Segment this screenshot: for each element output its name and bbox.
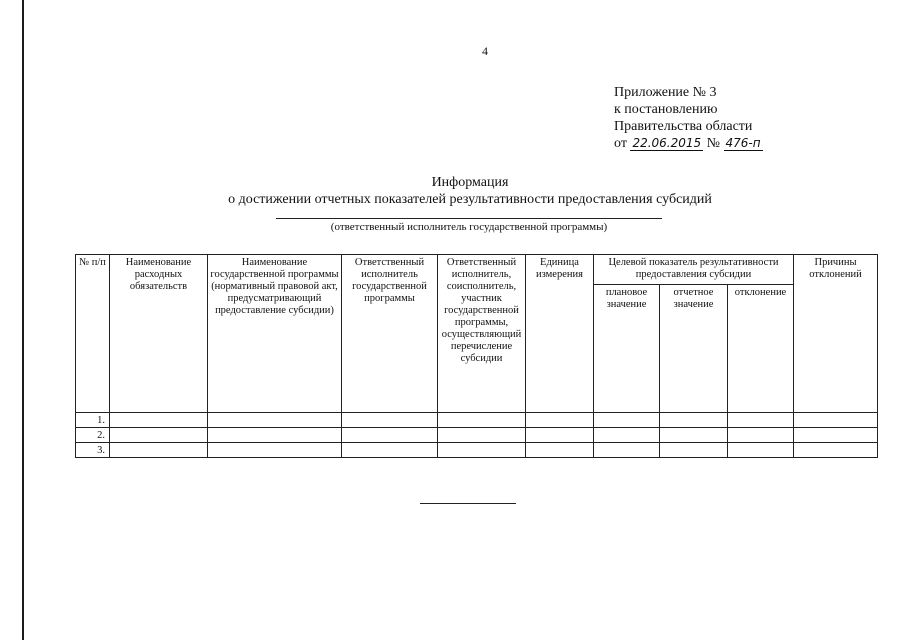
- executor-caption: (ответственный исполнитель государственной программы): [330, 221, 608, 233]
- table-cell: [342, 413, 438, 428]
- report-table: [75, 254, 878, 458]
- table-cell: [438, 428, 526, 443]
- table-row: [76, 443, 878, 458]
- page-number: 4: [482, 44, 488, 58]
- table-cell: [526, 428, 594, 443]
- table-cell: [342, 443, 438, 458]
- table-cell: [794, 443, 878, 458]
- table-cell: [208, 413, 342, 428]
- header-unit: Единица измерения: [526, 255, 594, 413]
- header-program-name: Наименование государственной программы (нормативный правовой акт, предусматривающий предоставление субсидии): [208, 255, 342, 413]
- table-cell: [660, 428, 728, 443]
- header-co-executor: Ответственный исполнитель, соисполнитель, участник государственной программы, осуществляющий перечисление субсидии: [438, 255, 526, 413]
- table-row: [76, 428, 878, 443]
- table-cell: [728, 413, 794, 428]
- header-actual-value: отчетное значение: [660, 285, 728, 413]
- handwritten-number: 476-п: [725, 136, 761, 150]
- table-cell: [728, 443, 794, 458]
- header-deviation-reasons: Причины отклонений: [794, 255, 878, 413]
- scan-edge-line: [22, 0, 24, 640]
- appendix-date-line: [614, 135, 763, 152]
- title-line-2: о достижении отчетных показателей результативности предоставления субсидий: [228, 192, 712, 207]
- table-cell: [526, 413, 594, 428]
- header-num: № п/п: [76, 255, 110, 413]
- table-cell: [594, 443, 660, 458]
- document-title: [150, 174, 790, 208]
- appendix-block: [614, 84, 763, 152]
- table-cell: [110, 413, 208, 428]
- header-deviation: отклонение: [728, 285, 794, 413]
- row-number: 2.: [76, 428, 110, 443]
- title-line-1: Информация: [431, 175, 509, 190]
- header-target-indicator: Целевой показатель результативности предоставления субсидии: [594, 255, 794, 285]
- table-cell: [594, 428, 660, 443]
- appendix-title: Приложение № 3: [614, 85, 717, 100]
- executor-underline: [276, 218, 662, 219]
- table-cell: [794, 428, 878, 443]
- table-row: [76, 413, 878, 428]
- table-cell: [728, 428, 794, 443]
- table-cell: [110, 443, 208, 458]
- table-cell: [794, 413, 878, 428]
- row-number: 3.: [76, 443, 110, 458]
- appendix-resolution: к постановлению: [614, 102, 718, 117]
- header-expense-obligations: Наименование расходных обязательств: [110, 255, 208, 413]
- bottom-separator: [420, 503, 516, 504]
- appendix-government: Правительства области: [614, 119, 753, 134]
- header-planned-value: плановое значение: [594, 285, 660, 413]
- table-cell: [208, 428, 342, 443]
- handwritten-date: 22.06.2015: [632, 136, 702, 150]
- header-row-1: [76, 255, 878, 285]
- table-cell: [660, 443, 728, 458]
- table-cell: [438, 413, 526, 428]
- table-cell: [526, 443, 594, 458]
- table-cell: [110, 428, 208, 443]
- table-cell: [594, 413, 660, 428]
- row-number: 1.: [76, 413, 110, 428]
- date-prefix: от: [614, 136, 627, 151]
- header-responsible-executor: Ответственный исполнитель государственной программы: [342, 255, 438, 413]
- table-cell: [208, 443, 342, 458]
- number-sign: №: [706, 136, 721, 151]
- table-cell: [438, 443, 526, 458]
- table-cell: [660, 413, 728, 428]
- table-cell: [342, 428, 438, 443]
